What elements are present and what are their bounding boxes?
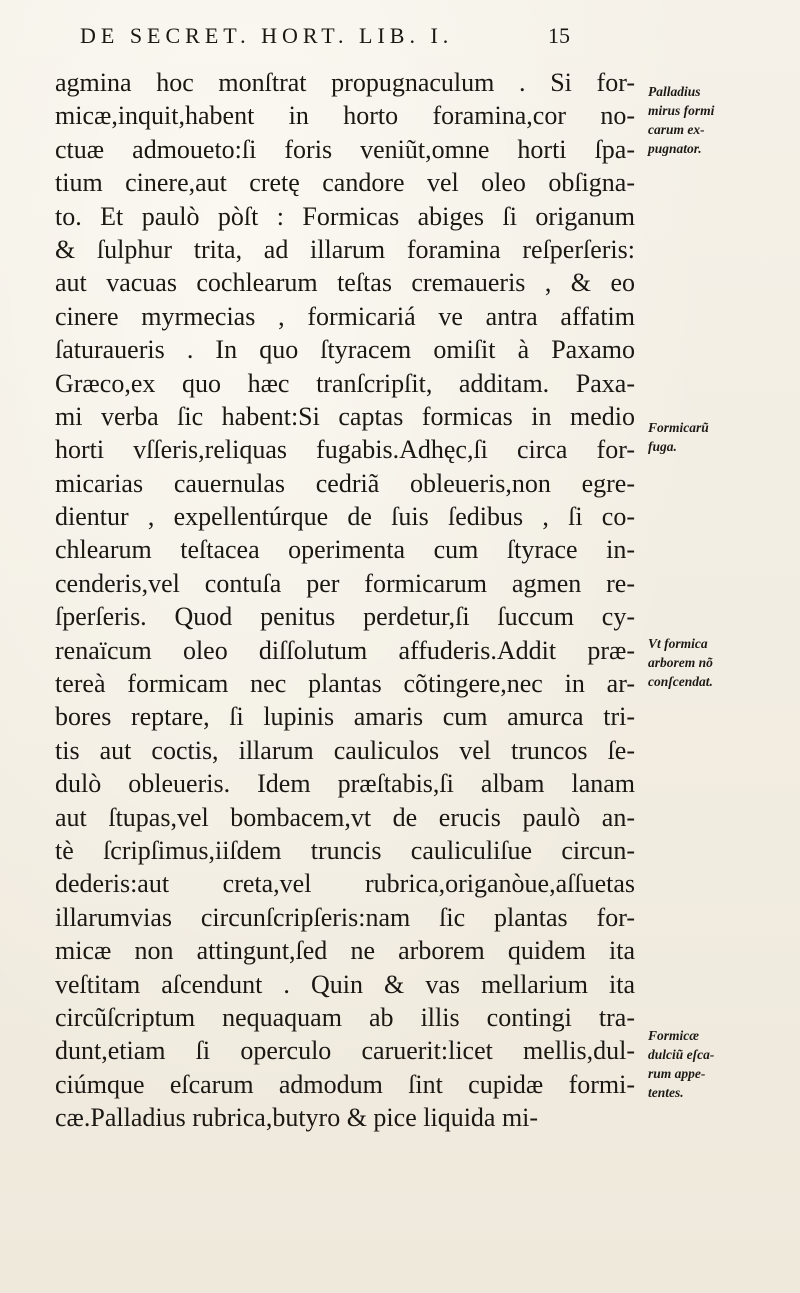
text-line: Græco,ex quo hæc tranſcripſit, additam. Paxa- xyxy=(55,368,635,398)
text-line: tereà formicam nec plantas cõtingere,nec in ar- xyxy=(55,669,635,699)
text-line: horti vſſeris,reliquas fugabis.Adhęc,ſi circa for- xyxy=(55,435,635,465)
margin-note-line: arborem nõ xyxy=(648,655,713,670)
text-line: micarias cauernulas cedriã obleueris,non egre- xyxy=(55,468,635,498)
text-line: to. Et paulò pòſt : Formicas abiges ſi origanum xyxy=(55,201,635,231)
text-line: agmina hoc monſtrat propugnaculum . Si for- xyxy=(55,68,635,97)
text-line: cinere myrmecias , formicariá ve antra affatim xyxy=(55,301,635,331)
text-line: ſaturaueris . In quo ſtyracem omiſit à Paxamo xyxy=(55,335,635,365)
text-line: ciúmque eſcarum admodum ſint cupidæ formi- xyxy=(55,1069,635,1099)
margin-note-line: carum ex- xyxy=(648,122,705,137)
running-head xyxy=(80,16,570,56)
text-line: renaïcum oleo diſſolutum affuderis.Addit præ- xyxy=(55,635,635,665)
text-line: circũſcriptum nequaquam ab illis contingi tra- xyxy=(55,1002,635,1032)
text-line: micæ non attingunt,ſed ne arborem quidem ita xyxy=(55,936,635,966)
margin-note-line: dulciũ eſca- xyxy=(648,1047,715,1062)
margin-note-line: Vt formica xyxy=(648,636,708,651)
margin-note-line: pugnator. xyxy=(648,141,702,156)
margin-note-line: mirus formi xyxy=(648,103,715,118)
text-line: ſperſeris. Quod penitus perdetur,ſi ſuccum cy- xyxy=(55,602,635,632)
margin-note-line: Formicæ xyxy=(648,1028,700,1043)
text-line: tium cinere,aut cretę candore vel oleo obſigna- xyxy=(55,168,635,198)
margin-note-line: Formicarũ xyxy=(648,420,709,435)
text-line: cenderis,vel contuſa per formicarum agmen re- xyxy=(55,568,635,598)
text-line: dientur , expellentúrque de ſuis ſedibus , ſi co- xyxy=(55,502,635,532)
text-line: dulò obleueris. Idem præſtabis,ſi albam lanam xyxy=(55,769,635,799)
margin-note-line: Palladius xyxy=(648,84,701,99)
running-head-title: DE SECRET. HORT. LIB. I. xyxy=(80,23,454,48)
text-line: bores reptare, ſi lupinis amaris cum amurca tri- xyxy=(55,702,635,732)
text-line: tis aut coctis, illarum cauliculos vel truncos ſe- xyxy=(55,735,635,765)
text-line: illarumvias circunſcripſeris:nam ſic plantas for- xyxy=(55,902,635,932)
margin-note-formicarum-fuga xyxy=(648,418,796,456)
text-line: aut ſtupas,vel bombacem,vt de erucis paulò an- xyxy=(55,802,635,832)
text-line: tè ſcripſimus,iiſdem truncis cauliculiſue circun- xyxy=(55,835,635,865)
margin-note-formicae-dulcium xyxy=(648,1026,796,1102)
text-line: ctuæ admoueto:ſi foris veniũt,omne horti ſpa- xyxy=(55,134,635,164)
text-line: cæ.Palladius rubrica,butyro & pice liquida mi- xyxy=(55,1103,539,1133)
page-number: 15 xyxy=(548,23,570,48)
margin-note-line: rum appe- xyxy=(648,1066,706,1081)
margin-note-line: fuga. xyxy=(648,439,677,454)
text-line: aut vacuas cochlearum teſtas cremaueris , & eo xyxy=(55,268,635,298)
text-line: veſtitam aſcendunt . Quin & vas mellarium ita xyxy=(55,969,635,999)
margin-note-palladius xyxy=(648,82,796,158)
text-line: & ſulphur trita, ad illarum foramina reſperſeris: xyxy=(55,234,635,264)
body-text xyxy=(55,66,635,1135)
text-line: mi verba ſic habent:Si captas formicas in medio xyxy=(55,401,635,431)
margin-note-line: conſcendat. xyxy=(648,674,713,689)
text-line: chlearum teſtacea operimenta cum ſtyrace in- xyxy=(55,535,635,565)
text-line: dederis:aut creta,vel rubrica,origanòue,aſſuetas xyxy=(55,869,635,899)
text-line: micæ,inquit,habent in horto foramina,cor no- xyxy=(55,101,635,131)
margin-note-line: tentes. xyxy=(648,1085,684,1100)
margin-note-vt-formica xyxy=(648,634,796,691)
text-line: dunt,etiam ſi operculo caruerit:licet mellis,dul- xyxy=(55,1036,635,1066)
